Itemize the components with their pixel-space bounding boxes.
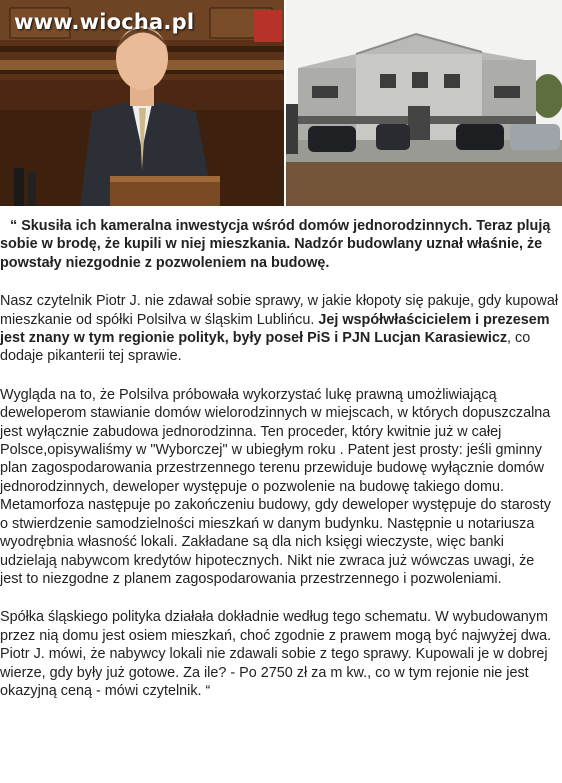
paragraph-1: [0, 292, 560, 366]
paragraph-1-start: Nasz czytelnik Piotr J. nie zdawał sobie sprawy, w jakie kłopoty się pakuje, gdy kupował mieszkanie od spółki Polsilva w śląskim Lublińcu.: [0, 293, 559, 328]
paragraph-1-bold: Jej współwłaścicielem i prezesem jest znany w tym regionie polityk, były poseł PiS i PJN Lucjan Karasiewicz: [0, 311, 550, 347]
building-photo: [286, 0, 562, 206]
article-body: [0, 217, 560, 720]
paragraph-1-end: , co dodaje pikanterii tej sprawie.: [0, 330, 531, 365]
paragraph-3: Spółka śląskiego polityka działała dokładnie według tego schematu. W wybudowanym przez nią domu jest osiem mieszkań, choć zgodnie z prawem mogą być najwyżej dwa. Piotr J. mówi, że nabywcy lokali nie zdawali sobie z tego sprawy. Kupowali je w dobrej wierze, gdy były już gotowe. Za ile? - Po 2750 zł za m kw., co w tym rejonie nie jest okazyjną ceną - mówi czytelnik. “: [0, 609, 552, 699]
building-illustration: [286, 0, 562, 206]
photo-strip: [0, 0, 562, 206]
politician-photo: [0, 0, 284, 206]
lead-text: Skusiła ich kameralna inwestycja wśród domów jednorodzinnych. Teraz plują sobie w brodę, że kupili w niej mieszkania. Nadzór budowlany uznał właśnie, że powstały niezgodnie z pozwoleniem na budowę.: [0, 218, 551, 271]
opening-quote: “: [10, 218, 18, 234]
article-lead: [0, 217, 560, 272]
paragraph-2: Wygląda na to, że Polsilva próbowała wykorzystać lukę prawną umożliwiającą deweloperom stawianie domów wielorodzinnych w miejscach, w których dopuszczalna jest wyłącznie zabudowa jednorodzinna. Ten proceder, który kwitnie już w całej Polsce,opisywaliśmy w "Wyborczej" w ubiegłym roku . Patent jest prosty: jeśli gminny plan zagospodarowania przestrzennego terenu przewiduje budowę wyłącznie domów jednorodzinnych, deweloper występuje o pozwolenie na budowę takiego domu. Metamorfoza następuje po zakończeniu budowy, gdy deweloper występuje do starosty o stwierdzenie samodzielności mieszkań w danym budynku. Następnie u notariusza wyodrębnia własność lokali. Zakładane są dla nich księgi wieczyste, więc banki udzielają nabywcom kredytów hipotecznych. Nikt nie zwraca już wówczas uwagi, że jest to niezgodne z planem zagospodarowania przestrzennego i pozwoleniami.: [0, 386, 551, 587]
site-watermark: www.wiocha.pl: [14, 10, 195, 34]
